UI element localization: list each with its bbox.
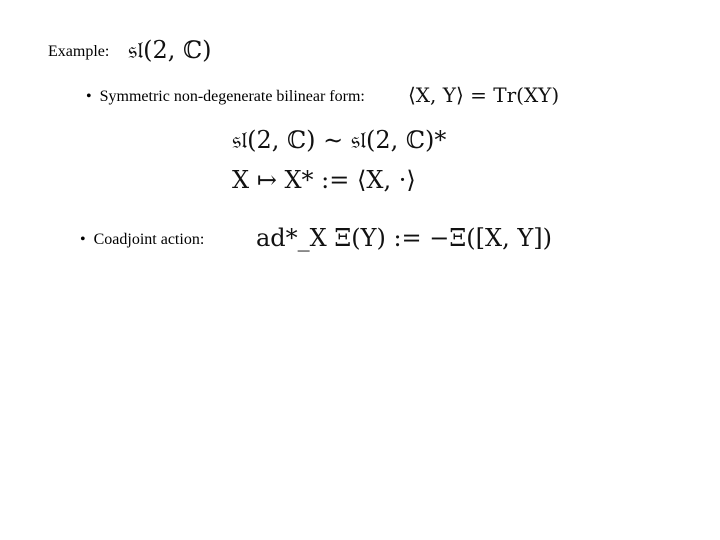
coadjoint-formula: ad*_X Ξ(Y) := −Ξ([X, Y]) <box>256 224 552 252</box>
example-algebra: 𝔰𝔩(2, ℂ) <box>128 36 212 64</box>
bullet-text: Coadjoint action: <box>93 231 205 248</box>
bullet-marker: • <box>80 231 86 248</box>
bilinear-form-formula: ⟨X, Y⟩ = Tr(XY) <box>408 83 560 107</box>
bullet-coadjoint-action <box>80 232 204 248</box>
bullet-symmetric-form <box>86 89 365 105</box>
example-label: Example: <box>48 43 110 60</box>
dual-map-equation: X ↦ X* := ⟨X, ·⟩ <box>232 166 416 194</box>
bullet-text: Symmetric non-degenerate bilinear form: <box>99 88 365 105</box>
bullet-marker: • <box>86 88 92 105</box>
isomorphism-equation: 𝔰𝔩(2, ℂ) ∼ 𝔰𝔩(2, ℂ)* <box>232 126 447 154</box>
